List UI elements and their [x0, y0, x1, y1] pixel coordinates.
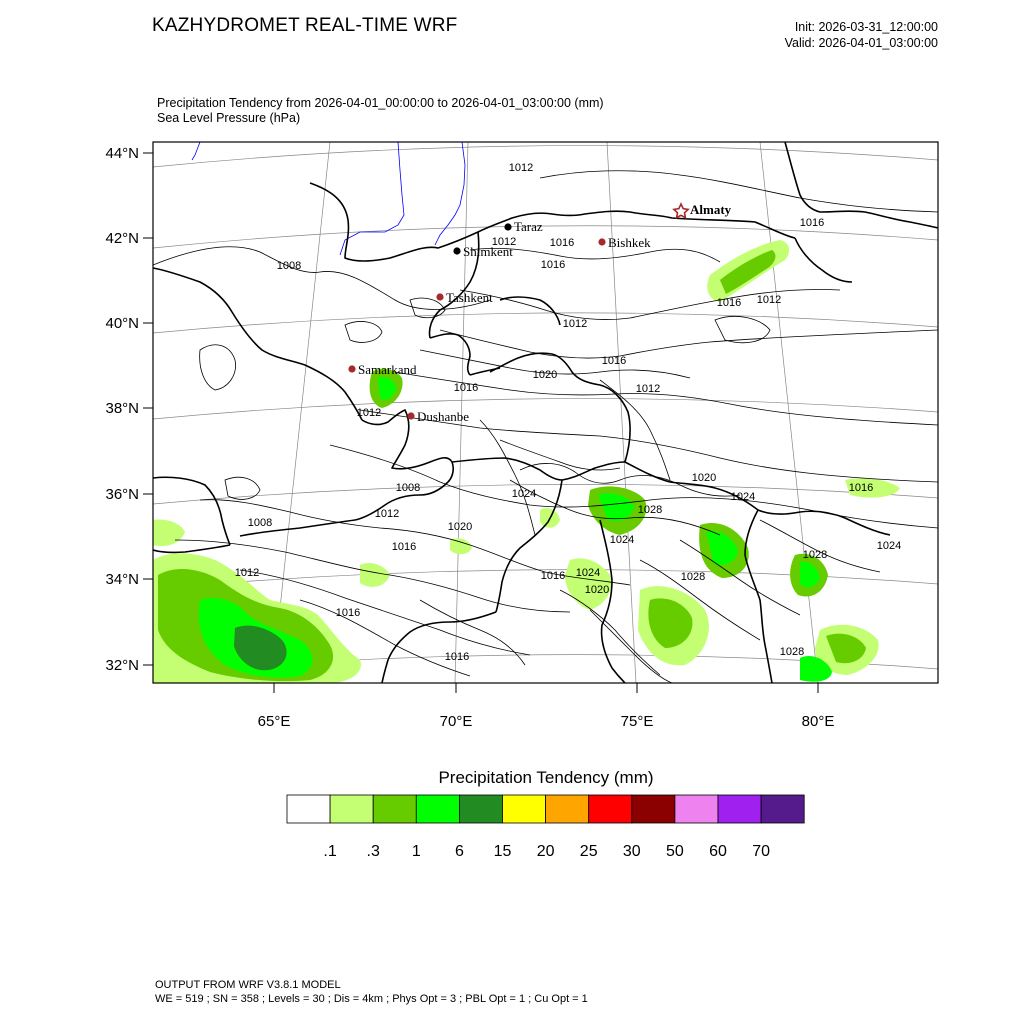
contour-label: 1008	[395, 482, 421, 494]
legend-level-label: 70	[752, 843, 770, 860]
legend-color-box	[459, 795, 502, 823]
dot-icon	[504, 223, 511, 230]
legend-level-label: 1	[411, 843, 421, 860]
city-label-samarkand: Samarkand	[358, 362, 417, 377]
lat-label: 44°N	[105, 145, 139, 162]
legend-boxes	[287, 795, 804, 823]
lat-label: 42°N	[105, 230, 139, 247]
contour-label: 1016	[540, 570, 566, 582]
dot-icon	[407, 412, 414, 419]
legend-color-box	[503, 795, 546, 823]
city-bishkek	[598, 235, 651, 250]
contour-label: 1020	[532, 369, 558, 381]
legend-color-box	[632, 795, 675, 823]
main-title: KAZHYDROMET REAL-TIME WRF	[152, 15, 458, 36]
contour-label: 1024	[876, 540, 902, 552]
init-time: Init: 2026-03-31_12:00:00	[794, 20, 938, 34]
lat-label: 40°N	[105, 315, 139, 332]
legend-color-box	[287, 795, 330, 823]
legend-color-box	[718, 795, 761, 823]
contour-label: 1012	[356, 407, 382, 419]
city-label-almaty: Almaty	[690, 202, 732, 217]
lat-label: 36°N	[105, 486, 139, 503]
star-icon	[674, 204, 688, 218]
legend-level-label: .1	[323, 843, 337, 860]
footer-model: OUTPUT FROM WRF V3.8.1 MODEL	[155, 979, 341, 991]
contour-label: 1012	[756, 294, 782, 306]
contour-label: 1016	[549, 237, 575, 249]
dot-icon	[348, 365, 355, 372]
contour-label: 1012	[491, 236, 517, 248]
city-label-shimkent: Shimkent	[463, 244, 513, 259]
city-label-tashkent: Tashkent	[446, 290, 493, 305]
city-shimkent	[453, 244, 513, 259]
legend-level-label: 25	[579, 843, 598, 860]
city-label-dushanbe: Dushanbe	[417, 409, 469, 424]
subtitle-slp: Sea Level Pressure (hPa)	[157, 111, 301, 125]
lat-label: 32°N	[105, 657, 139, 674]
contour-label: 1016	[716, 297, 742, 309]
contour-label: 1028	[779, 646, 805, 658]
legend-level-label: 60	[709, 843, 727, 860]
city-samarkand	[348, 362, 417, 377]
contour-label: 1012	[562, 318, 588, 330]
legend-level-label: 6	[454, 843, 464, 860]
contour-label: 1020	[691, 472, 717, 484]
legend-color-box	[416, 795, 459, 823]
contour-label: 1012	[234, 567, 260, 579]
contour-label: 1020	[584, 584, 610, 596]
city-label-taraz: Taraz	[514, 219, 543, 234]
longitude-labels	[258, 713, 835, 730]
lon-label: 80°E	[801, 713, 835, 730]
legend-level-label: 20	[536, 843, 555, 860]
contour-label: 1028	[680, 571, 706, 583]
city-dushanbe	[407, 409, 469, 424]
legend-level-label: 15	[493, 843, 512, 860]
precipitation-areas	[153, 240, 900, 683]
legend-color-box	[675, 795, 718, 823]
legend-level-label: 30	[622, 843, 641, 860]
latitude-labels	[105, 145, 139, 674]
city-taraz	[504, 219, 543, 234]
legend-color-box	[761, 795, 804, 823]
contour-label: 1020	[447, 521, 473, 533]
contour-label: 1008	[276, 260, 302, 272]
contour-label: 1016	[391, 541, 417, 553]
lon-label: 70°E	[439, 713, 473, 730]
contour-label: 1024	[609, 534, 635, 546]
legend-title: Precipitation Tendency (mm)	[438, 768, 654, 787]
contour-label: 1024	[730, 491, 756, 503]
contour-label: 1024	[575, 567, 601, 579]
contour-label: 1012	[508, 162, 534, 174]
subtitle-precip: Precipitation Tendency from 2026-04-01_00:00:00 to 2026-04-01_03:00:00 (mm)	[157, 96, 604, 110]
contour-label: 1016	[799, 217, 825, 229]
dot-icon	[453, 247, 460, 254]
contour-label: 1016	[453, 382, 479, 394]
contour-label: 1016	[848, 482, 874, 494]
legend-level-label: 50	[665, 843, 684, 860]
legend-level-label: .3	[366, 843, 380, 860]
legend-color-box	[589, 795, 632, 823]
lat-label: 38°N	[105, 400, 139, 417]
city-tashkent	[436, 290, 493, 305]
contour-label: 1024	[511, 488, 537, 500]
dot-icon	[598, 238, 605, 245]
contour-label: 1016	[601, 355, 627, 367]
contour-label: 1012	[635, 383, 661, 395]
contour-label: 1028	[637, 504, 663, 516]
legend-color-box	[330, 795, 373, 823]
lon-label: 65°E	[257, 713, 291, 730]
contour-label: 1016	[335, 607, 361, 619]
city-almaty	[674, 202, 732, 218]
contour-label: 1008	[247, 517, 273, 529]
footer-params: WE = 519 ; SN = 358 ; Levels = 30 ; Dis = 4km ; Phys Opt = 3 ; PBL Opt = 1 ; Cu Opt = 1	[155, 993, 588, 1005]
contour-label: 1012	[374, 508, 400, 520]
city-label-bishkek: Bishkek	[608, 235, 651, 250]
lat-label: 34°N	[105, 571, 139, 588]
dot-icon	[436, 293, 443, 300]
contour-label: 1028	[802, 549, 828, 561]
lon-label: 75°E	[620, 713, 654, 730]
contour-label: 1016	[540, 259, 566, 271]
legend-color-box	[546, 795, 589, 823]
valid-time: Valid: 2026-04-01_03:00:00	[784, 36, 938, 50]
legend-color-box	[373, 795, 416, 823]
contour-label: 1016	[444, 651, 470, 663]
